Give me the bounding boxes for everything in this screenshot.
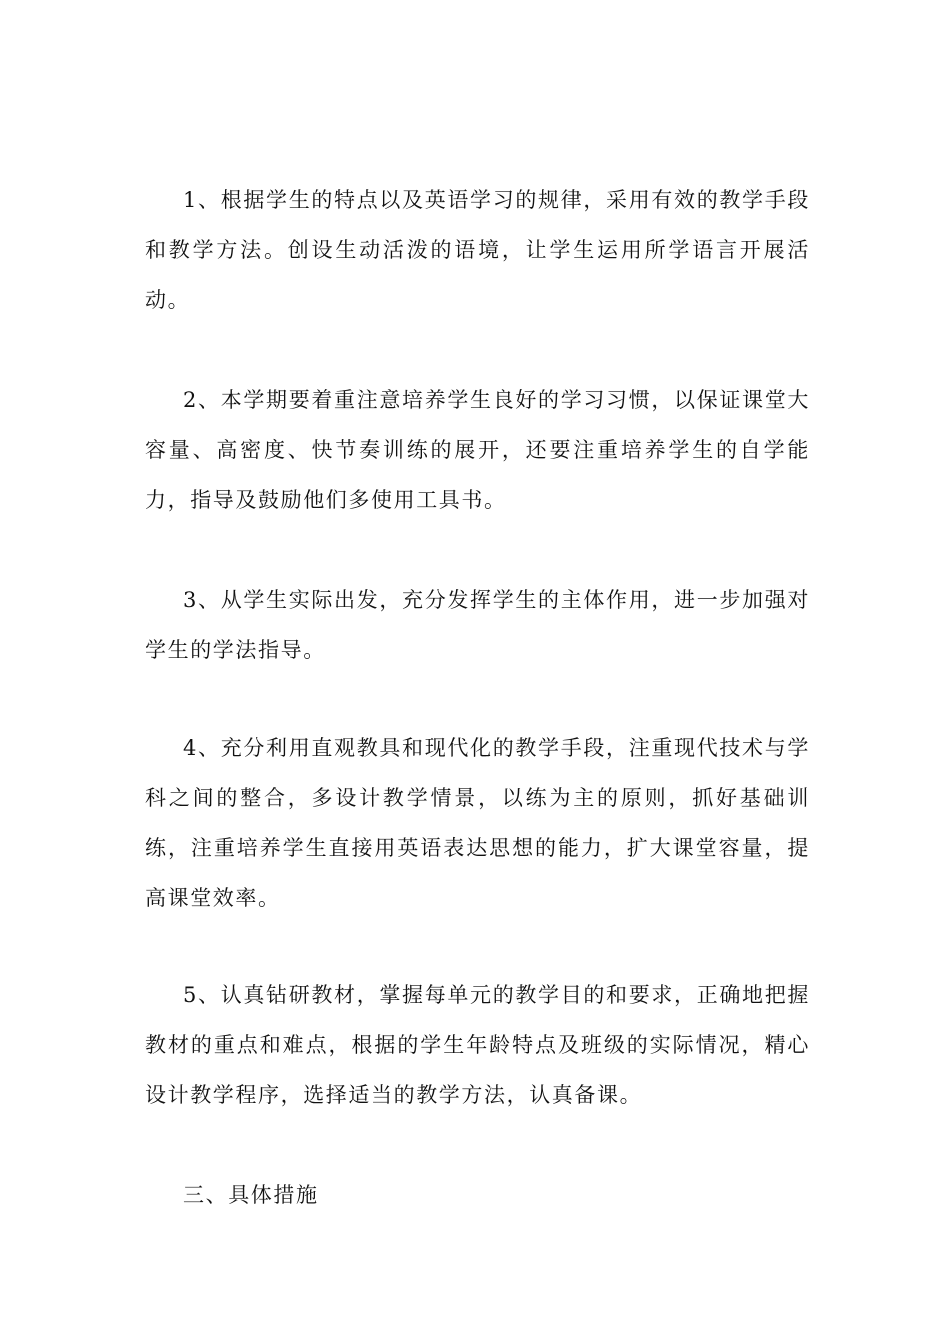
section-heading: 三、具体措施 [183, 1183, 319, 1207]
paragraph-4: 4、充分利用直观教具和现代化的教学手段，注重现代技术与学科之间的整合，多设计教学情景，以练为主的原则，抓好基础训练，注重培养学生直接用英语表达思想的能力，扩大课堂容量，提高课堂效率。 [145, 736, 810, 910]
paragraph-2: 2、本学期要着重注意培养学生良好的学习习惯，以保证课堂大容量、高密度、快节奏训练的展开，还要注重培养学生的自学能力，指导及鼓励他们多使用工具书。 [145, 388, 810, 512]
paragraph-5: 5、认真钻研教材，掌握每单元的教学目的和要求，正确地把握教材的重点和难点，根据的学生年龄特点及班级的实际情况，精心设计教学程序，选择适当的教学方法，认真备课。 [145, 983, 810, 1107]
paragraph-1: 1、根据学生的特点以及英语学习的规律，采用有效的教学手段和教学方法。创设生动活泼的语境，让学生运用所学语言开展活动。 [145, 188, 810, 312]
paragraph-3: 3、从学生实际出发，充分发挥学生的主体作用，进一步加强对学生的学法指导。 [145, 588, 810, 662]
